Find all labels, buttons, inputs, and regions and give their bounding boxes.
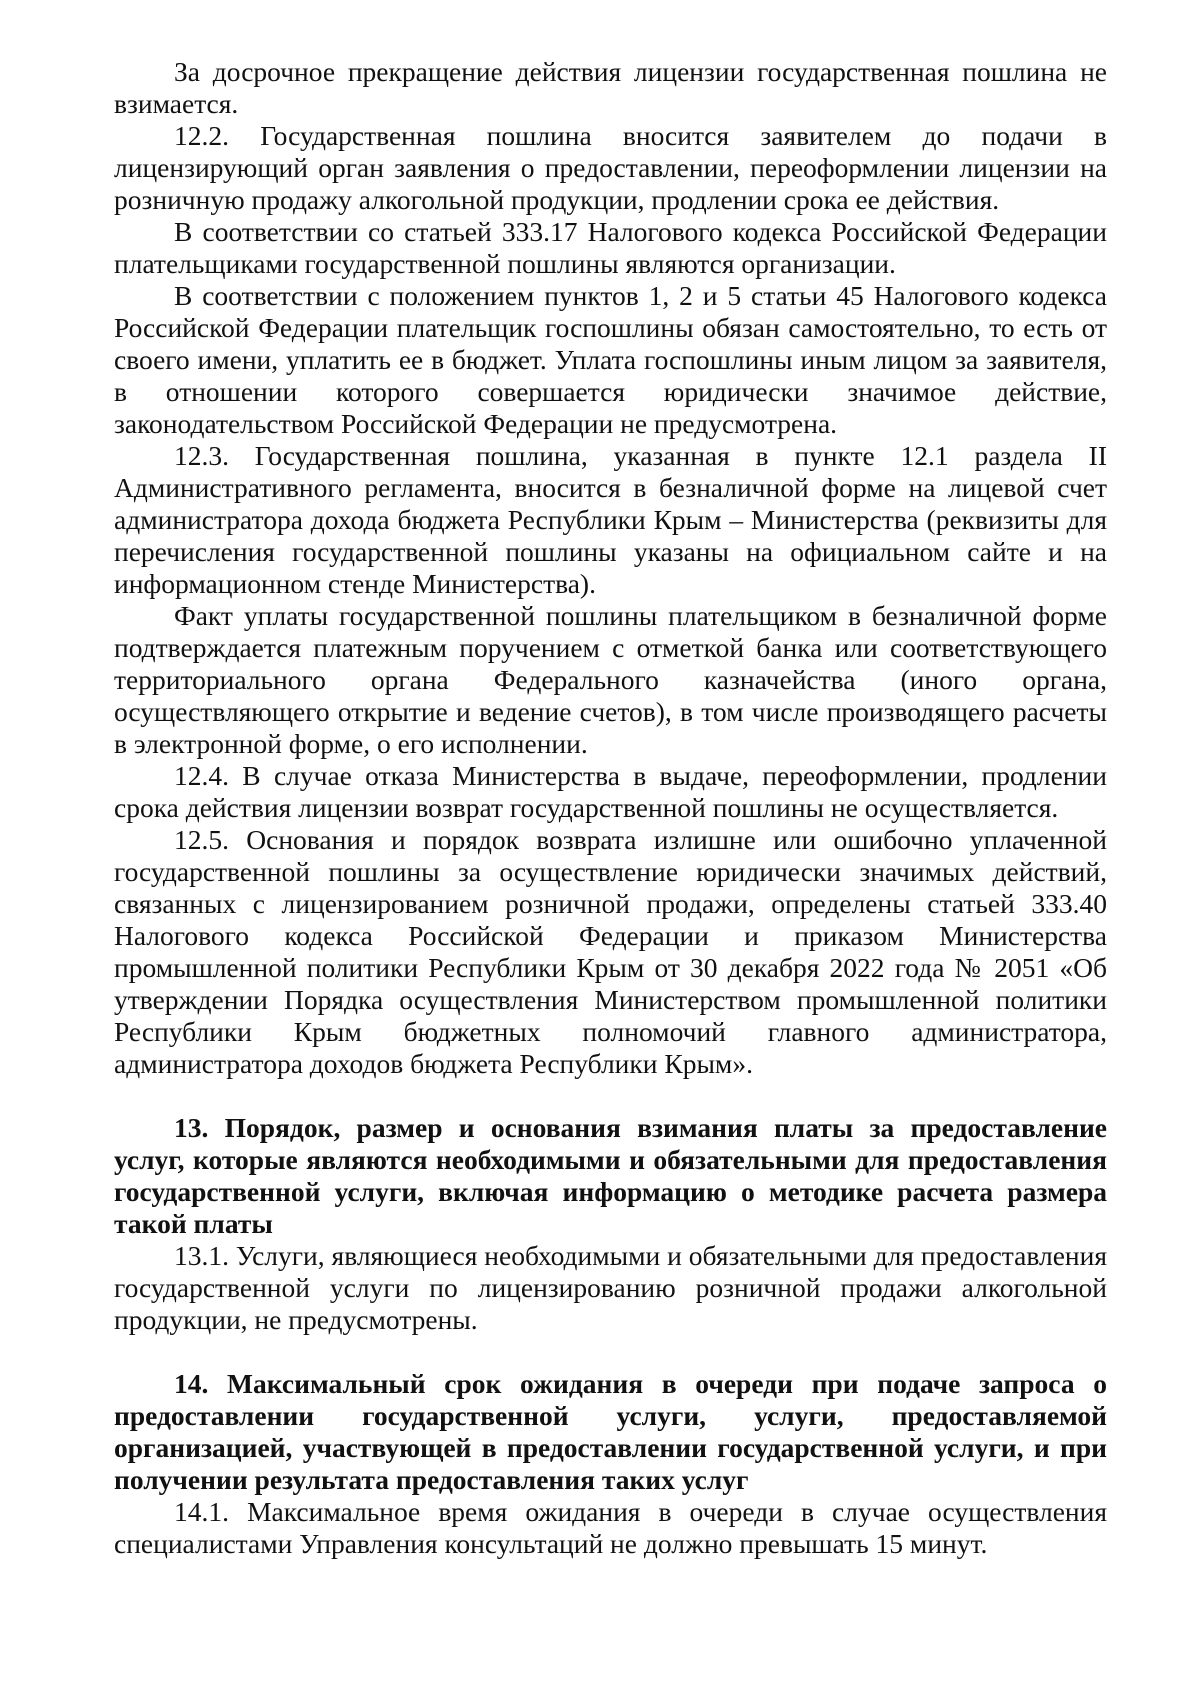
paragraph-payment-obligation: В соответствии с положением пунктов 1, 2 и 5 статьи 45 Налогового кодекса Российской Федерации плательщик госпошлины обязан самостоятельно, то есть от своего имени, уплатить ее в бюджет. Уплата госпошлины иным лицом за заявителя, в отношении которого совершается юридически значимое действие, законодательством Российской Федерации не предусмотрена.: [114, 280, 1107, 439]
paragraph-12-5: 12.5. Основания и порядок возврата излишне или ошибочно уплаченной государственной пошлины за осуществление юридически значимых действий, связанных с лицензированием розничной продажи, определены статьей 333.40 Налогового кодекса Российской Федерации и приказом Министерства промышленной политики Республики Крым от 30 декабря 2022 года № 2051 «Об утверждении Порядка осуществления Министерством промышленной политики Республики Крым бюджетных полномочий главного администратора, администратора доходов бюджета Республики Крым».: [114, 824, 1107, 1079]
paragraph-fee-not-charged: За досрочное прекращение действия лицензии государственная пошлина не взимается.: [114, 56, 1107, 119]
paragraph-12-3: 12.3. Государственная пошлина, указанная в пункте 12.1 раздела II Административного регламента, вносится в безналичной форме на лицевой счет администратора дохода бюджета Республики Крым – Министерства (реквизиты для перечисления государственной пошлины указаны на официальном сайте и на информационном стенде Министерства).: [114, 440, 1107, 599]
section-14-heading: 14. Максимальный срок ожидания в очереди при подаче запроса о предоставлении государственной услуги, услуги, предоставляемой организацией, участвующей в предоставлении государственной услуги, и при получении результата предоставления таких услуг: [114, 1368, 1107, 1495]
section-13-heading: 13. Порядок, размер и основания взимания платы за предоставление услуг, которые являются необходимыми и обязательными для предоставления государственной услуги, включая информацию о методике расчета размера такой платы: [114, 1112, 1107, 1239]
paragraph-13-1: 13.1. Услуги, являющиеся необходимыми и обязательными для предоставления государственной услуги по лицензированию розничной продажи алкогольной продукции, не предусмотрены.: [114, 1240, 1107, 1335]
paragraph-14-1: 14.1. Максимальное время ожидания в очереди в случае осуществления специалистами Управления консультаций не должно превышать 15 минут.: [114, 1496, 1107, 1559]
paragraph-tax-payers: В соответствии со статьей 333.17 Налогового кодекса Российской Федерации плательщиками государственной пошлины являются организации.: [114, 216, 1107, 279]
paragraph-12-4: 12.4. В случае отказа Министерства в выдаче, переоформлении, продлении срока действия лицензии возврат государственной пошлины не осуществляется.: [114, 760, 1107, 823]
document-body: [114, 56, 1107, 1560]
paragraph-payment-proof: Факт уплаты государственной пошлины плательщиком в безналичной форме подтверждается платежным поручением с отметкой банка или соответствующего территориального органа Федерального казначейства (иного органа, осуществляющего открытие и ведение счетов), в том числе производящего расчеты в электронной форме, о его исполнении.: [114, 600, 1107, 759]
paragraph-12-2: 12.2. Государственная пошлина вносится заявителем до подачи в лицензирующий орган заявления о предоставлении, переоформлении лицензии на розничную продажу алкогольной продукции, продлении срока ее действия.: [114, 120, 1107, 215]
